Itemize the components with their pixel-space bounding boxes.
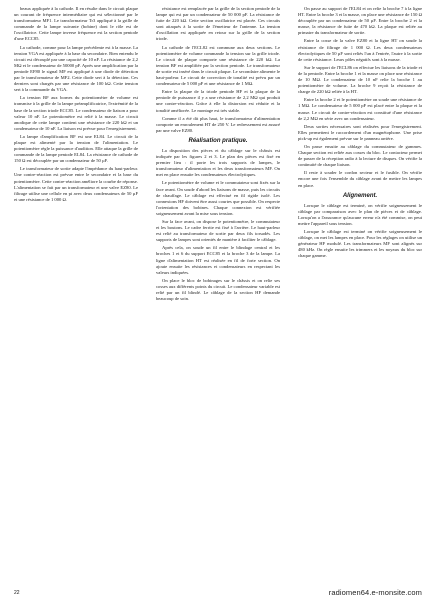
page-number: 22 <box>14 590 20 596</box>
paragraph: résistance est remplacée par la grille de la section pentode de la lampe qui est par un condensateur de 50 000 pF. La résistance de fuite de 220 kΩ. Cette section oscillatrice est placée. Ces circuits sont attaqués à la sortie de l'émetteur de l'antenne. La tension d'oscillation est appliquée en retour sur la grille de la section triode. <box>156 6 280 42</box>
paragraph: On passe ensuite au câblage du commutateur de gammes. Chaque section est reliée aux cosses du bloc. Le contacteur permet de passer de la réception radio à la lecture de disques. On vérifie la continuité de chaque liaison. <box>298 143 422 168</box>
paragraph: Sur le support de l'ECL86 on effectue les liaisons de la triode et de la pentode. Entre la broche 1 et la masse on place une résistance de 10 MΩ. Le condensateur de 10 nF relie la broche 1 au potentiomètre de volume. La broche 9 reçoit la résistance de charge de 220 kΩ reliée à la HT. <box>298 64 422 95</box>
paragraph: La cathode de l'ECL82 est commune aux deux sections. Le potentiomètre de volume commande la tension sur la grille triode. Le circuit de plaque comporte une résistance de 220 kΩ. La tension BF est amplifiée par la section pentode. Le transformateur de sortie est inséré dans le circuit plaque. Le secondaire alimente le haut-parleur. Le circuit de correction de tonalité est prévu par un condensateur de 5 000 pF et une résistance de 1 MΩ. <box>156 44 280 87</box>
paragraph: Entre la broche 2 et le potentiomètre on soude une résistance de 1 MΩ. Le condensateur de 5 000 pF est placé entre la plaque et la masse. Le circuit de contre-réaction est constitué d'une résistance de 2,2 MΩ en série avec un condensateur. <box>298 97 422 121</box>
site-watermark: radiomen64.e-monsite.com <box>328 588 422 597</box>
paragraph: Lorsque le câblage est terminé on vérifie soigneusement le câblage, on met les lampes en place. Pour les réglages on utilise un générateur HF modulé. Les transformateurs MF sont alignés sur 480 kHz. On règle ensuite les trimmers et les noyaux du bloc sur chaque gamme. <box>298 229 422 259</box>
paragraph: Entre la cosse de la valve EZ80 et la ligne HT on soude la résistance de filtrage de 1 000 Ω. Les deux condensateurs électrolytiques de 50 µF sont reliés l'un à l'entrée, l'autre à la sortie de cette résistance. Leurs pôles négatifs sont à la masse. <box>298 38 422 62</box>
paragraph: La disposition des pièces et du câblage sur le châssis est indiquée par les figures 2 et 3. Le plan des pièces est fixé en premier lieu : il porte les trois supports de lampes, le transformateur d'alimentation et les deux transformateurs MF. On met en place ensuite les condensateurs électrolytiques. <box>156 147 280 178</box>
text-column-middle <box>156 6 280 304</box>
paragraph: La cathode, comme pour la lampe précédente est à la masse. La tension VGA est appliquée à la base du secondaire. Bien entendu le circuit est découplé par une capacité de 10 nF. La résistance de 2,2 MΩ et le condensateur de 50000 pF. Après une amplification par la pentode EF80 le signal MF est appliqué à une diode de détection par le transformateur de MF2. Cette diode sert à la détection. Ces derniers sont chargés par une résistance de 100 kΩ. Cette tension sert à la commande du VGA. <box>14 44 138 93</box>
paragraph: Deux sorties nécessaires sont réalisées pour l'enregistrement. Elles permettent le raccordement d'un magnétophone. Une prise pick-up est également prévue sur le panneau arrière. <box>298 123 422 141</box>
paragraph: Le transformateur de sortie adapte l'impédance du haut-parleur. Une contre-réaction est prévue entre le secondaire et la base du potentiomètre. Cette contre-réaction améliore la courbe de réponse. L'alimentation se fait par un transformateur et une valve EZ80. Le filtrage utilise une cellule en pi avec deux condensateurs de 50 µF et une résistance de 1 000 Ω. <box>14 166 138 202</box>
paragraph: Lorsque le câblage est terminé, on vérifie soigneusement le câblage par comparaison avec le plan de pièces et de câblage. Lorsqu'on a l'assurance qu'aucune erreur n'a été commise, on peut mettre l'appareil sous tension. <box>298 202 422 226</box>
text-column-right <box>298 6 422 262</box>
section-heading-alignement: Alignement. <box>342 192 378 199</box>
section-heading-realisation: Réalisation pratique. <box>188 137 248 144</box>
paragraph: On place le bloc de bobinages sur le châssis et on relie ses cosses aux différents points du circuit. Le condensateur variable est relié par un fil blindé. Le câblage de la section HF demande beaucoup de soin. <box>156 277 280 302</box>
paragraph: On passe au support de l'EL84 et on relie la broche 7 à la ligne HT. Entre la broche 3 et la masse, on place une résistance de 150 Ω découplée par un condensateur de 50 µF. Entre la broche 2 et la masse, la résistance de fuite de 470 kΩ. La plaque est reliée au primaire du transformateur de sortie. <box>298 6 422 36</box>
text-column-left <box>14 6 138 205</box>
paragraph: Le potentiomètre de volume et le commutateur sont fixés sur la face avant. On soude d'abord les liaisons de masse, puis les circuits de chauffage. Le câblage est effectué en fil rigide isolé. Les connexions HF doivent être aussi courtes que possible. On respecte l'orientation des bobines. Chaque connexion est vérifiée soigneusement avant la mise sous tension. <box>156 180 280 216</box>
paragraph: Comme il a été dit plus haut, le transformateur d'alimentation comporte un enroulement HT de 250 V. Le redressement est assuré par une valve EZ80. <box>156 115 280 133</box>
paragraph: La lampe d'amplification BF est une EL84. Le circuit de la plaque est alimenté par la tension de l'alimentation. Le potentiomètre règle la puissance d'audition. Elle attaque la grille de commande de la lampe pentode EL84. La résistance de cathode de 150 Ω est découplée par un condensateur de 50 µF. <box>14 133 138 164</box>
paragraph: Sur la face avant, on dispose le potentiomètre, le commutateur et les boutons. Le cadre ferrite est fixé à l'arrière. Le haut-parleur est relié au transformateur de sortie par deux fils torsadés. Les supports de lampes sont orientés de manière à faciliter le câblage. <box>156 219 280 243</box>
paragraph: Entre la plaque de la triode pentode HF et la plaque de la pentode de puissance il y a une résistance de 2,2 MΩ qui produit une contre-réaction. Grâce à elle la distorsion est réduite et la tonalité améliorée. Le montage est très stable. <box>156 89 280 113</box>
paragraph: La tension BF aux bornes du potentiomètre de volume est transmise à la grille de la lampe préamplificatrice, l'extrémité de la base de la section triode ECC85. Le condensateur de liaison a pour valeur 10 nF. Le potentiomètre est relié à la masse. Le circuit anodique de cette lampe contient une résistance de 220 kΩ et un condensateur de 10 nF. La liaison est prévue pour l'enregistrement. <box>14 95 138 131</box>
paragraph: Il reste à souder le cordon secteur et le fusible. On vérifie encore une fois l'ensemble du câblage avant de mettre les lampes en place. <box>298 170 422 188</box>
paragraph: Après cela, on soude un fil entre le blindage central et les broches 1 et 6 du support ECC85 et la broche 3 de la lampe. La ligne d'alimentation HT est réalisée en fil de forte section. On ajoute ensuite les résistances et condensateurs en respectant les valeurs indiquées. <box>156 245 280 275</box>
paragraph: beaux appliquée à la cathode. Il en résulte dans le circuit plaque un courant de fréquence intermédiaire qui est sélectionné par le transformateur MF1. Le transformateur Tr3 appliqué à la grille de commande de la lampe suivante (bobine) dont le rôle est de l'oscillatrice. Cette lampe inverse fréquence est la section pentode d'une ECC85. <box>14 6 138 42</box>
